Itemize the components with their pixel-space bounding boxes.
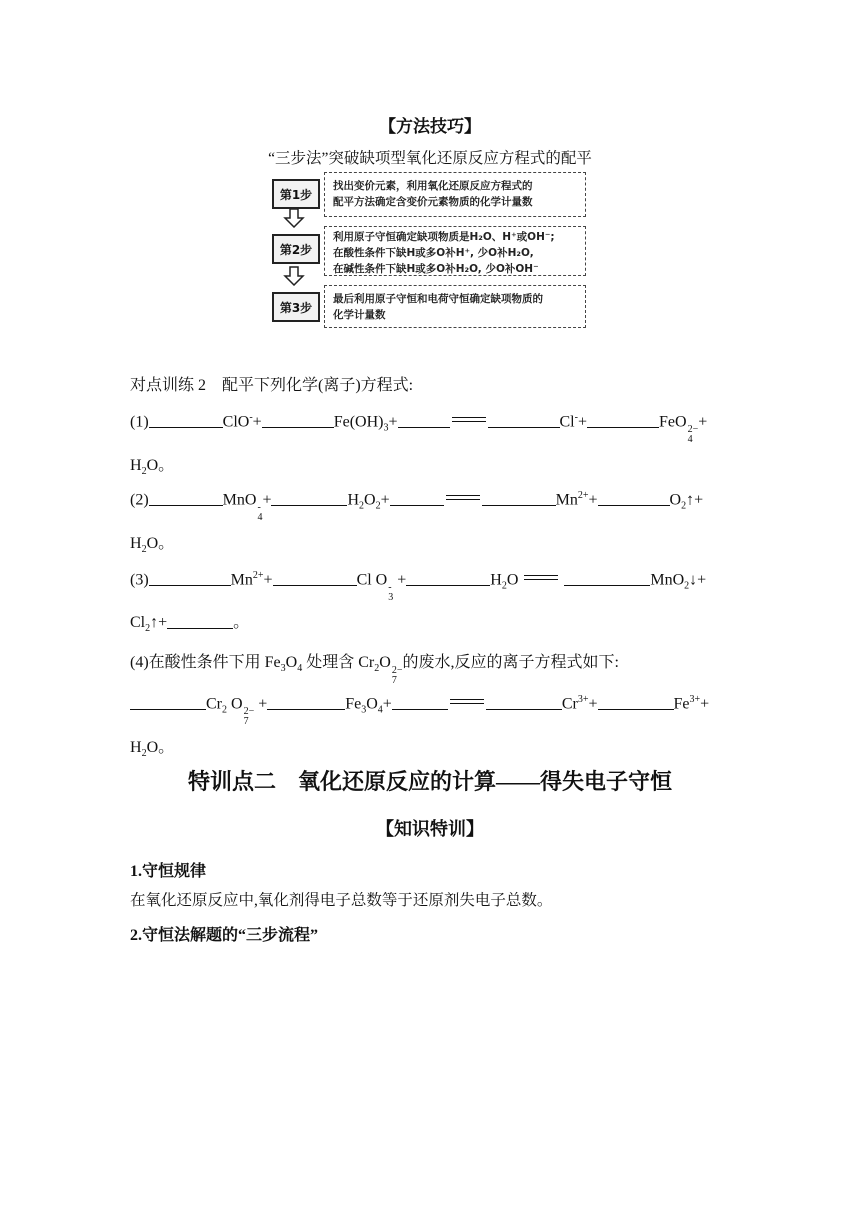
text: 处理含 Cr	[302, 654, 375, 671]
formula: ↓+	[689, 571, 707, 589]
text: 的废水,反应的离子方程式如下:	[402, 654, 619, 671]
formula: FeO	[659, 413, 687, 431]
formula: Fe	[345, 695, 362, 713]
answer-blank[interactable]	[587, 412, 659, 428]
formula: Cr	[561, 695, 578, 713]
answer-blank[interactable]	[390, 490, 444, 506]
superscript: -	[249, 412, 253, 423]
formula: O	[364, 491, 376, 509]
subscript: 4	[297, 663, 303, 675]
formula: ↑+	[150, 614, 168, 631]
rule-text: 在氧化还原反应中,氧化剂得电子总数等于还原剂失电子总数。	[130, 892, 553, 909]
ion-charge: - 3	[388, 582, 394, 604]
step-2-label: 第2步	[272, 234, 320, 264]
equation-number: (3)	[130, 571, 149, 589]
formula: O。	[146, 739, 175, 756]
equation-4-intro	[130, 649, 619, 686]
formula: ClO	[222, 413, 250, 431]
answer-blank[interactable]	[482, 490, 556, 506]
formula: Cl	[130, 614, 146, 631]
step-1-description	[324, 172, 586, 217]
ion-charge: 2− 7	[243, 706, 255, 728]
formula: O	[669, 491, 682, 509]
answer-blank[interactable]	[149, 570, 231, 586]
subscript: 2	[375, 500, 381, 512]
subscript: 2	[359, 500, 365, 512]
method-subtitle: “三步法”突破缺项型氧化还原反应方程式的配平	[268, 150, 592, 167]
rule-heading: 1.守恒规律	[130, 863, 207, 880]
flow-heading: 2.守恒法解题的“三步流程”	[130, 927, 319, 944]
step-3-line-2: 化学计量数	[333, 309, 386, 321]
step-2-line-1: 利用原子守恒确定缺项物质是H₂O、H⁺或OH⁻;	[333, 231, 555, 243]
ion-charge: - 4	[257, 502, 263, 524]
subscript: 2	[141, 466, 147, 478]
subscript: 2	[684, 580, 690, 592]
superscript: 3+	[689, 694, 701, 705]
formula: MnO	[650, 571, 685, 589]
step-3-label: 第3步	[272, 292, 320, 322]
step-3-line-1: 最后利用原子守恒和电荷守恒确定缺项物质的	[333, 293, 543, 305]
formula: ↑+	[686, 491, 704, 509]
answer-blank[interactable]	[486, 694, 562, 710]
section-title: 特训点二 氧化还原反应的计算——得失电子守恒	[187, 769, 672, 794]
answer-blank[interactable]	[273, 570, 357, 586]
formula: O	[231, 695, 243, 713]
text: O	[379, 654, 391, 671]
formula: Cl O	[356, 571, 388, 589]
equation-3: (3) $Mn^{2+}+ Cl$ O - 3 + $H_2O$ MnO$_2$↓+	[130, 570, 707, 604]
answer-blank[interactable]	[488, 412, 560, 428]
equation-1-tail	[130, 452, 174, 477]
method-heading: 【方法技巧】	[379, 117, 481, 136]
text: O	[285, 654, 298, 671]
answer-blank[interactable]	[598, 490, 670, 506]
answer-blank[interactable]	[167, 613, 233, 629]
ion-charge: 2− 4	[687, 424, 699, 446]
equation-1: (1) $ClO^-+ Fe(OH)_3+ Cl^-+$ FeO 2− 4 +	[130, 412, 708, 446]
formula: MnO	[222, 491, 257, 509]
formula: H	[347, 491, 360, 509]
step-2-description	[324, 226, 586, 276]
answer-blank[interactable]	[262, 412, 334, 428]
exercise-intro: 对点训练 2 配平下列化学(离子)方程式:	[130, 377, 414, 394]
equation-3-tail	[130, 609, 249, 634]
answer-blank[interactable]	[130, 694, 206, 710]
equation-2-tail	[130, 530, 174, 555]
step-2-line-2: 在酸性条件下缺H或多O补H⁺, 少O补H₂O,	[333, 247, 534, 259]
step-1-line-2: 配平方法确定含变价元素物质的化学计量数	[333, 196, 533, 208]
equals-sign	[450, 699, 484, 704]
down-arrow-icon	[283, 208, 305, 228]
answer-blank[interactable]	[149, 490, 223, 506]
superscript: -	[574, 412, 578, 423]
formula: O	[506, 571, 519, 589]
subscript: 4	[377, 704, 383, 716]
step-3-description	[324, 285, 586, 328]
answer-blank[interactable]	[598, 694, 674, 710]
subscript: 2	[681, 500, 687, 512]
formula: O。	[146, 535, 175, 552]
superscript: 3+	[577, 694, 589, 705]
subscript: 2	[501, 580, 507, 592]
subscript: 2	[141, 544, 147, 556]
answer-blank[interactable]	[149, 412, 223, 428]
formula: H	[130, 739, 142, 756]
step-1-label: 第1步	[272, 179, 320, 209]
equation-number: (2)	[130, 491, 149, 509]
subscript: 2	[141, 748, 147, 760]
answer-blank[interactable]	[406, 570, 490, 586]
subscript: 2	[145, 623, 151, 635]
formula: Mn	[230, 571, 253, 589]
formula: Mn	[555, 491, 578, 509]
equals-sign	[452, 417, 486, 422]
subscript: 2	[222, 704, 227, 716]
formula: Cl	[559, 413, 575, 431]
superscript: 2+	[252, 570, 264, 581]
answer-blank[interactable]	[271, 490, 347, 506]
formula: Fe(OH)	[333, 413, 384, 431]
equation-4: $Cr_2$ O 2− 7 + $Fe_3O_4+ Cr^{3+}+ Fe^{3+}+$	[130, 694, 730, 727]
text: (4)在酸性条件下用 Fe	[130, 654, 281, 671]
formula: H	[490, 571, 502, 589]
formula: Cr	[206, 695, 222, 713]
down-arrow-icon	[283, 266, 305, 286]
subscript: 3	[280, 663, 286, 675]
knowledge-heading: 【知识特训】	[376, 819, 484, 839]
answer-blank[interactable]	[267, 694, 345, 710]
answer-blank[interactable]	[398, 412, 450, 428]
answer-blank[interactable]	[392, 694, 448, 710]
formula: H	[130, 535, 142, 552]
answer-blank[interactable]	[564, 570, 650, 586]
equation-number: (1)	[130, 413, 149, 431]
ion-charge: 2− 7	[391, 665, 403, 686]
formula: Fe	[673, 695, 690, 713]
equals-sign	[524, 575, 558, 580]
period: 。	[233, 614, 250, 631]
step-2-line-3: 在碱性条件下缺H或多O补H₂O, 少O补OH⁻	[333, 263, 539, 275]
superscript: 2+	[577, 490, 589, 501]
equation-2: (2) MnO - 4 + $H_2O_2+ Mn^{2+}+$ $O_2↑+$	[130, 490, 704, 524]
formula: O	[366, 695, 378, 713]
step-1-line-1: 找出变价元素，利用氧化还原反应方程式的	[333, 180, 533, 192]
equation-4-tail	[130, 734, 174, 759]
formula: H	[130, 457, 142, 474]
subscript: 2	[374, 663, 380, 675]
subscript: 3	[383, 422, 389, 434]
subscript: 3	[361, 704, 367, 716]
equals-sign	[446, 495, 480, 500]
formula: O。	[146, 457, 175, 474]
